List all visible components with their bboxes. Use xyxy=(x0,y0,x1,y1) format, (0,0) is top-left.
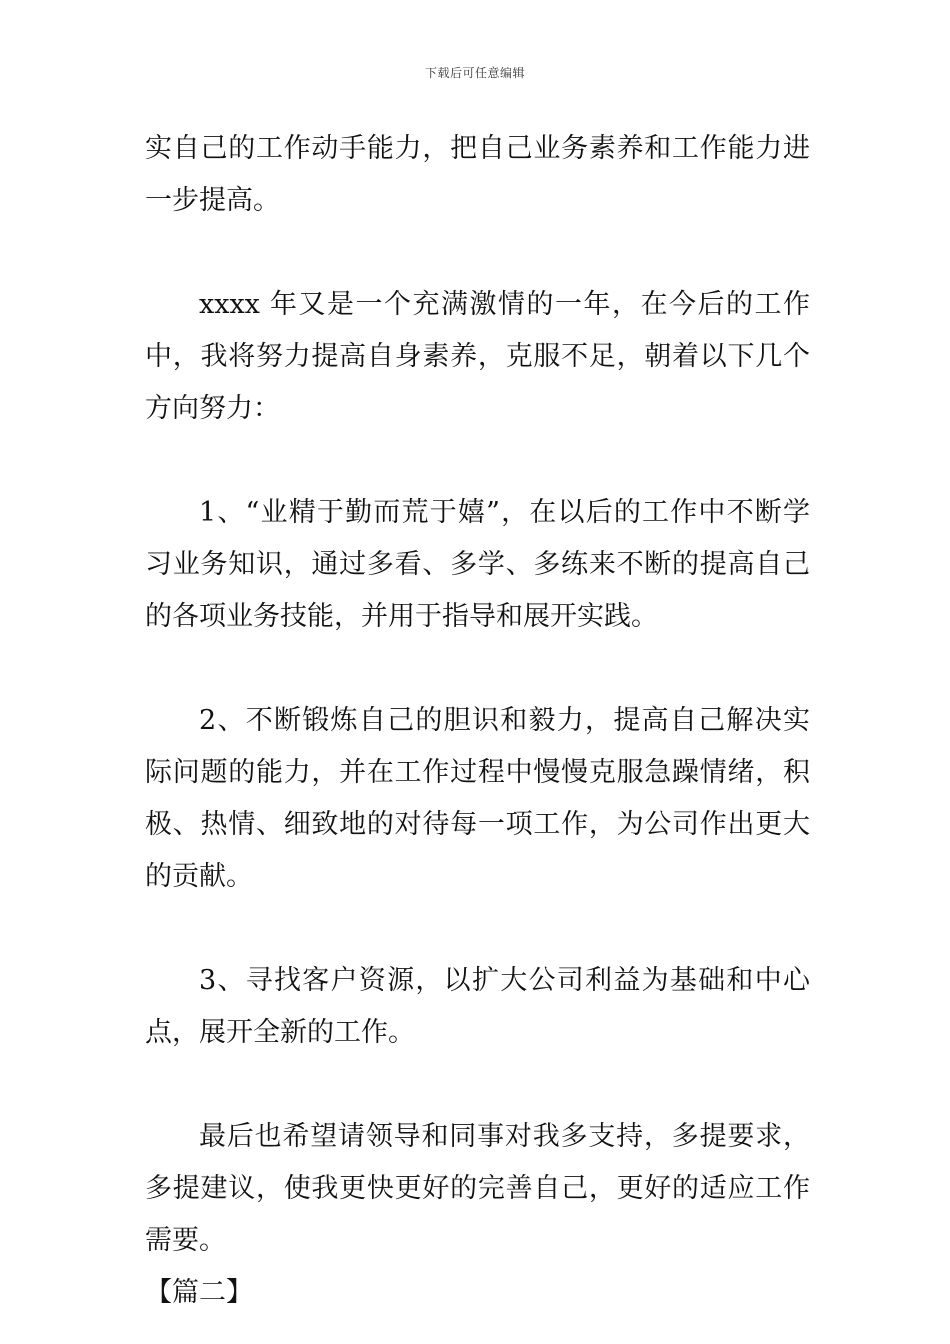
paragraph-item-3: 3、寻找客户资源，以扩大公司利益为基础和中心点，展开全新的工作。 xyxy=(145,965,810,1048)
paragraph-item-1: 1、“业精于勤而荒于嬉”，在以后的工作中不断学习业务知识，通过多看、多学、多练来不断的提高自己的各项业务技能，并用于指导和展开实践。 xyxy=(145,497,810,632)
section-title: 【篇二】 xyxy=(145,1277,253,1308)
document-body xyxy=(145,123,810,1319)
paragraph-closing: 最后也希望请领导和同事对我多支持，多提要求，多提建议，使我更快更好的完善自己，更好的适应工作需要。 xyxy=(145,1121,810,1256)
paragraph-intro: xxxx 年又是一个充满激情的一年，在今后的工作中，我将努力提高自身素养，克服不足，朝着以下几个方向努力： xyxy=(145,289,810,424)
paragraph-item-2: 2、不断锻炼自己的胆识和毅力，提高自己解决实际问题的能力，并在工作过程中慢慢克服急躁情绪，积极、热情、细致地的对待每一项工作，为公司作出更大的贡献。 xyxy=(145,705,810,892)
paragraph-continuation: 实自己的工作动手能力，把自己业务素养和工作能力进一步提高。 xyxy=(145,133,810,216)
page-header-note: 下载后可任意编辑 xyxy=(424,66,525,80)
